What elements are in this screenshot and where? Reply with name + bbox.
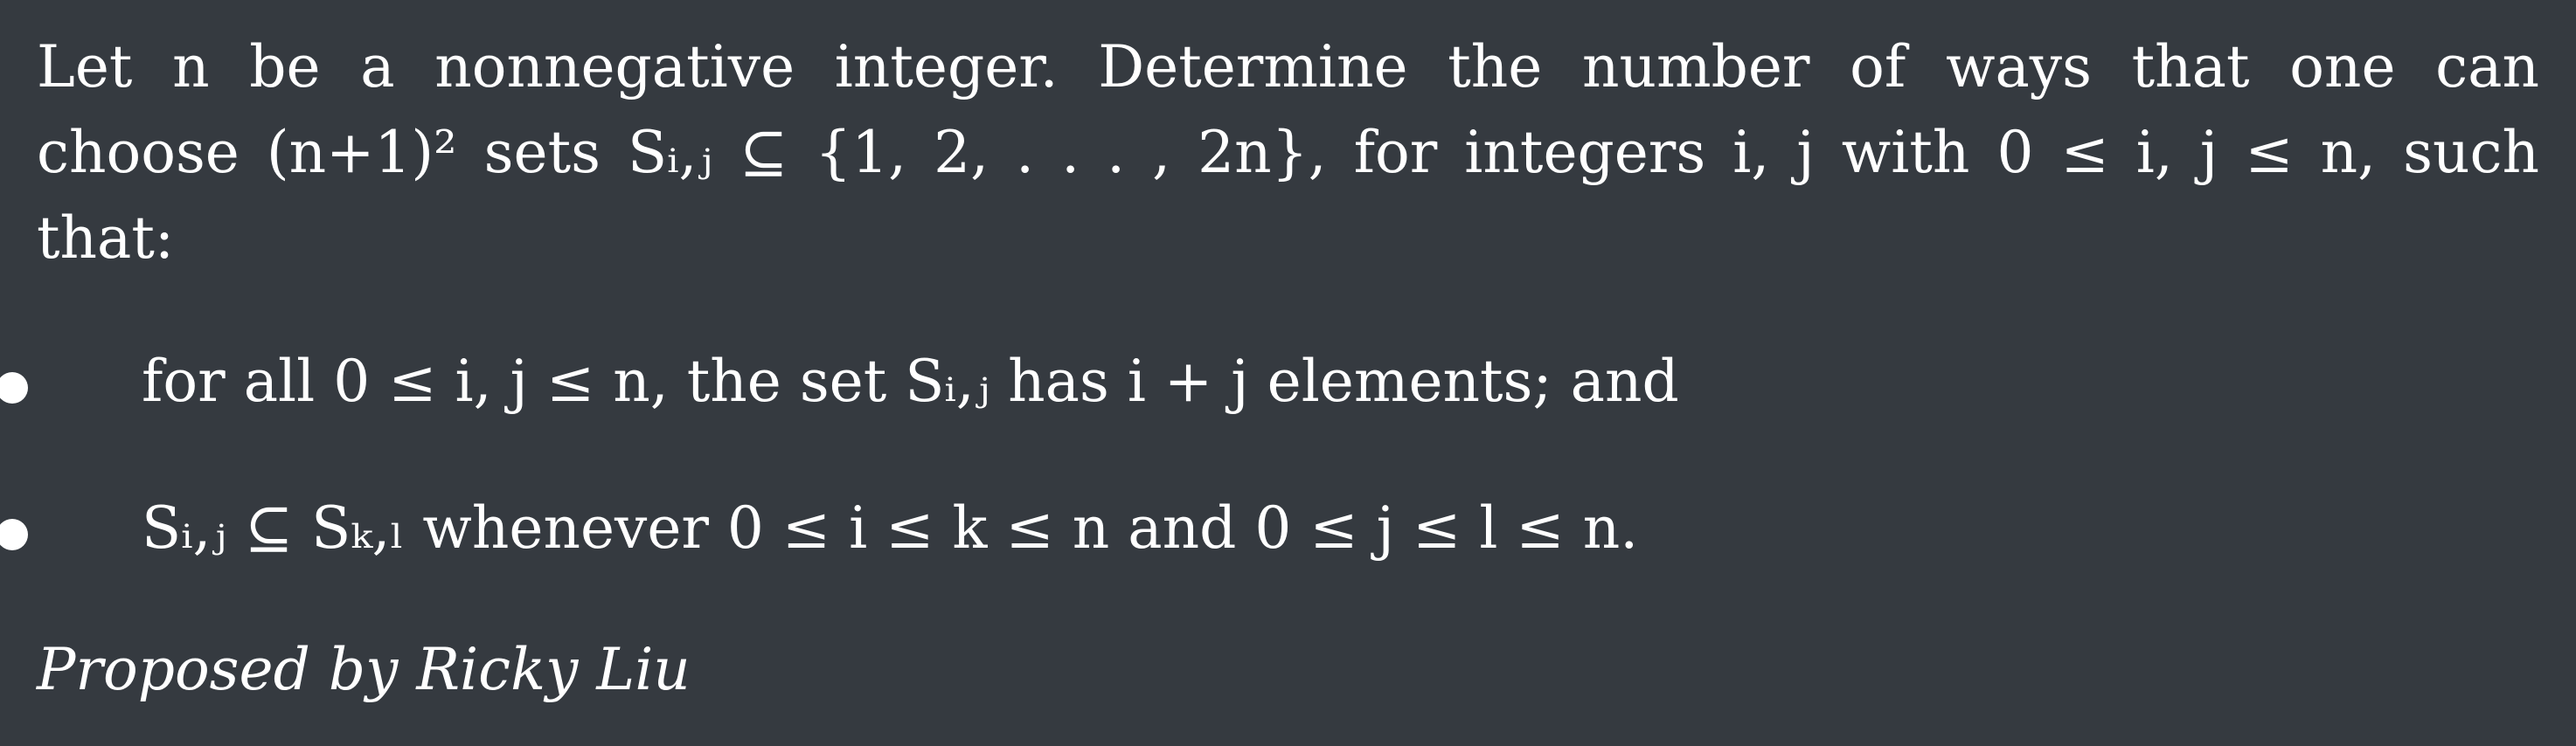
statement-line-2: choose (n+1)² sets Sᵢ,ⱼ ⊆ {1, 2, . . . , 2n}, for integers i, j with 0 ≤ i, j ≤ n, such [37, 119, 2539, 186]
condition-text-1: for all 0 ≤ i, j ≤ n, the set Sᵢ,ⱼ has i + j elements; and [142, 348, 1679, 415]
author-byline: Proposed by Ricky Liu [37, 636, 691, 703]
condition-item-1 [142, 339, 1679, 425]
bullet-icon [0, 519, 28, 550]
condition-item-2 [142, 486, 1638, 571]
statement-line-3: that: [37, 204, 175, 272]
bullet-icon [0, 372, 28, 404]
problem-statement [37, 24, 2539, 281]
condition-text-2: Sᵢ,ⱼ ⊆ Sₖ,ₗ whenever 0 ≤ i ≤ k ≤ n and 0 ≤ j ≤ l ≤ n. [142, 494, 1639, 562]
statement-line-1: Let n be a nonnegative integer. Determine the number of ways that one can [37, 33, 2539, 100]
